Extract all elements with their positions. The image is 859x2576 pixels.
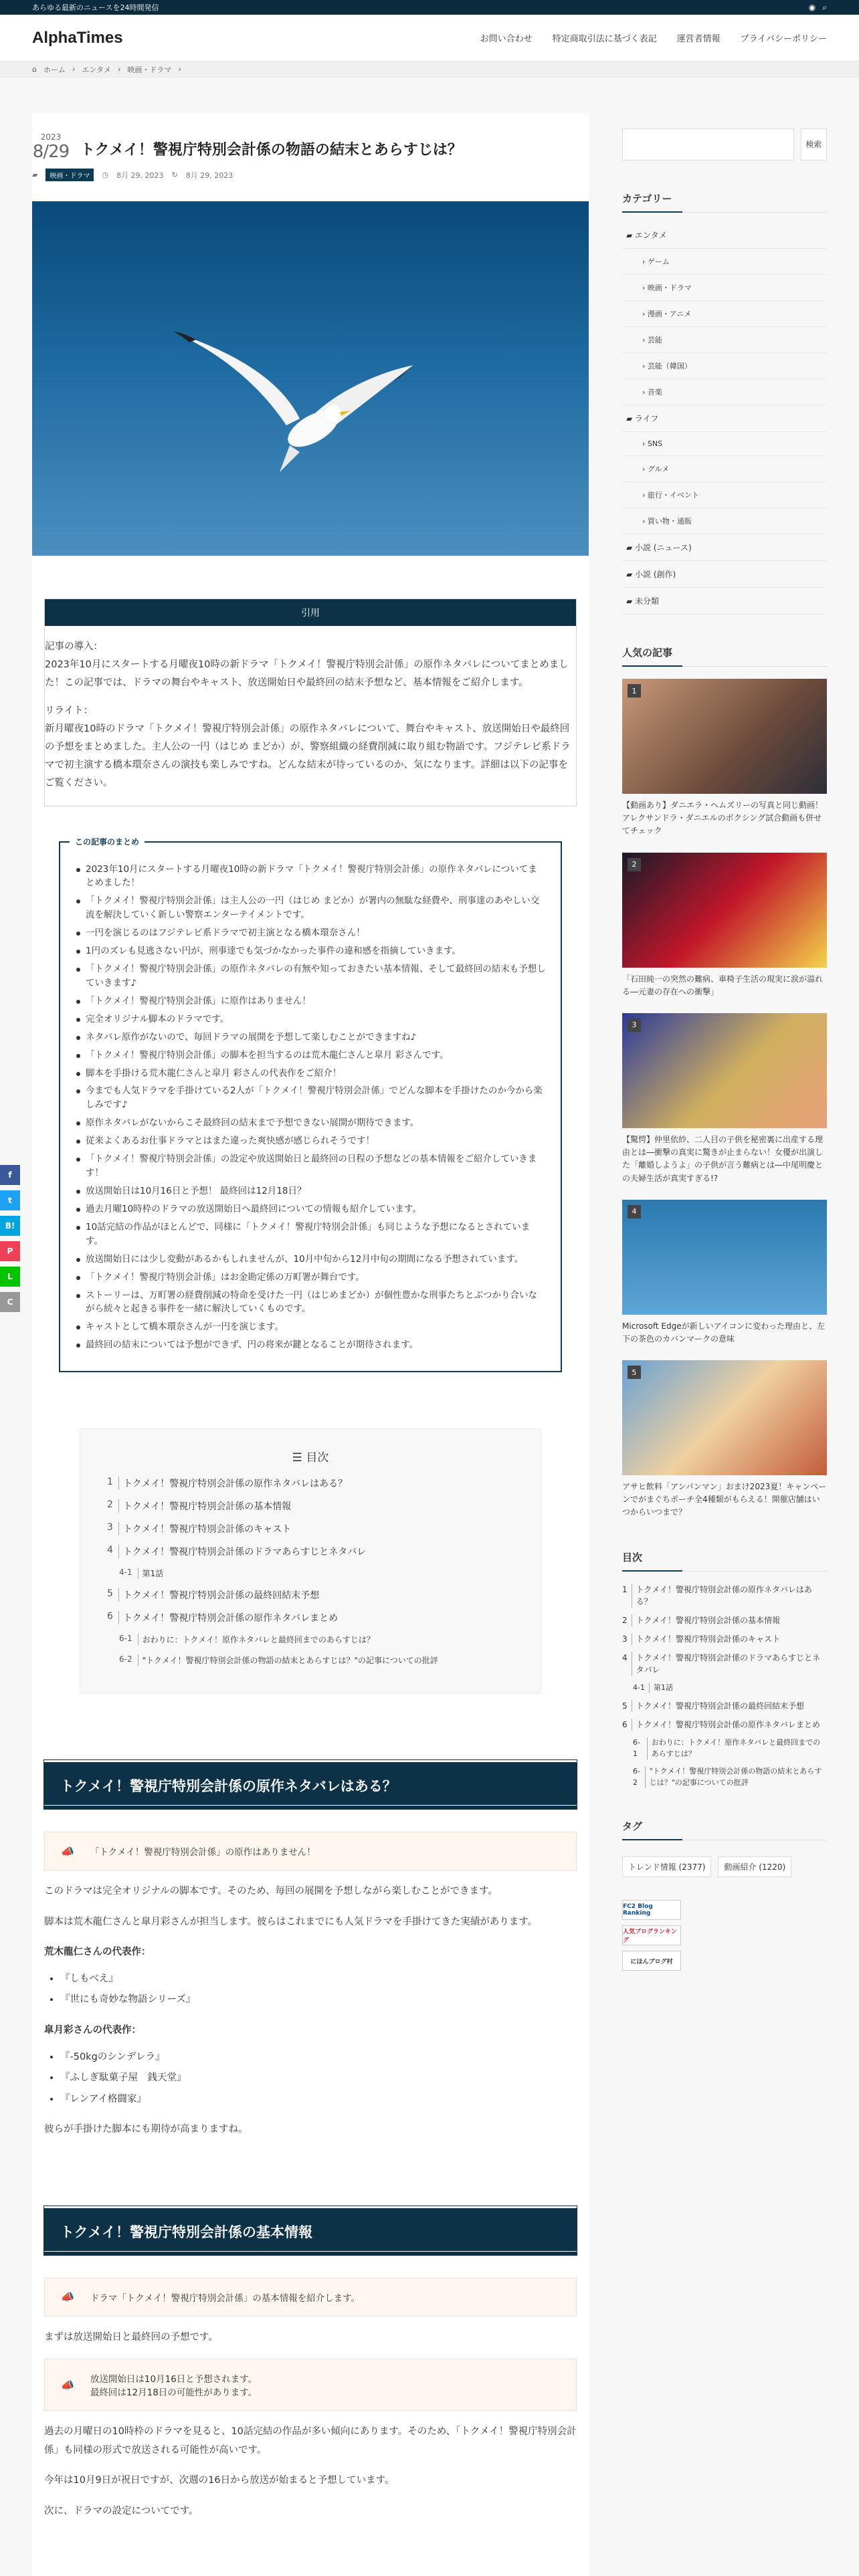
toc-text: トクメイ！警視庁特別会計係のドラマあらすじとネタバレ: [636, 1652, 821, 1675]
folder-icon: ▰: [626, 231, 636, 240]
paragraph: 脚本は荒木龍仁さんと皐月彩さんが担当します。彼らはこれまでにも人気ドラマを手掛けてきた実績があります。: [44, 1916, 538, 1927]
category-label: 未分類: [635, 597, 660, 606]
alert-text: ドラマ「トクメイ！警視庁特別会計係」の基本情報を紹介します。: [90, 2292, 361, 2304]
alert-box: [44, 1832, 577, 1870]
toc-link[interactable]: [119, 1634, 514, 1645]
search-button[interactable]: 検索: [801, 128, 827, 160]
summary-title: この記事のまとめ: [70, 836, 145, 847]
rank-badge: 4: [628, 1205, 641, 1218]
toc-text: トクメイ！警視庁特別会計係のキャスト: [636, 1634, 781, 1644]
chevron-right-icon: ›: [642, 517, 648, 526]
toc-link[interactable]: [107, 1477, 514, 1490]
category-label: 小説 (ニュース): [635, 543, 692, 552]
tag-widget-title: タグ: [622, 1819, 827, 1840]
popular-article[interactable]: [622, 1013, 827, 1185]
toc-text: トクメイ！警視庁特別会計係のキャスト: [122, 1524, 292, 1535]
paragraph: 彼らが手掛けた脚本にも期待が高まりますね。: [44, 2124, 248, 2135]
section-heading-1: トクメイ！警視庁特別会計係の原作ネタバレはある？: [44, 1760, 577, 1809]
paragraph: まずは放送開始日と最終回の予想です。: [44, 2331, 218, 2343]
toc-number: 6-1: [633, 1737, 648, 1759]
toc-link[interactable]: [107, 1588, 514, 1602]
summary-item: キャストとして橋本環奈さんが一円を演じます。: [75, 1320, 546, 1334]
breadcrumb-entame[interactable]: エンタメ: [82, 65, 111, 74]
category-link[interactable]: [622, 249, 827, 275]
popular-article-title[interactable]: 【驚愕】仲里依紗、二人目の子供を秘密裏に出産する理由とは―衝撃の真実に驚きが止まらない！女優が出演した「離婚しようよ」の子供が言う難病とは―中尾明慶との夫婦生活が真実すぎる!?: [622, 1134, 824, 1183]
main-content: [32, 114, 589, 2576]
ranking-banners: [622, 1900, 827, 1971]
category-link[interactable]: [622, 353, 827, 379]
toc-number: 6: [622, 1719, 632, 1731]
toc-number: 6: [107, 1611, 119, 1624]
summary-list: [75, 863, 546, 1353]
toc-text: トクメイ！警視庁特別会計係の原作ネタバレまとめ: [636, 1720, 820, 1730]
category-link[interactable]: [622, 222, 827, 249]
toc-number: 6-2: [119, 1654, 138, 1666]
category-link[interactable]: [622, 301, 827, 327]
summary-item: 「トクメイ！警視庁特別会計係」の設定や放送開始日と最終回の日程の予想などの基本情報をご紹介していきます！: [75, 1152, 546, 1180]
satsuki-label: 皐月彩さんの代表作：: [44, 2024, 141, 2036]
chevron-right-icon: ›: [642, 439, 648, 448]
site-logo[interactable]: AlphaTimes: [32, 28, 123, 47]
list-item: • 『ふしぎ駄菓子屋 銭天堂』: [60, 2069, 577, 2088]
toc-link[interactable]: [119, 1568, 514, 1579]
toc-number: 4: [107, 1545, 119, 1558]
popular-article-title[interactable]: 【動画あり】ダニエラ・ヘムズリーの写真と同じ動画！アレクサンドラ・ダニエルのボクシング試合動画も併せてチェック: [622, 800, 824, 836]
alert-text: 「トクメイ！警視庁特別会計係」の原作はありません！: [90, 1847, 316, 1858]
chevron-right-icon: ›: [642, 310, 648, 318]
list-item: • 『-50kgのシンデレラ』: [60, 2048, 577, 2067]
summary-item: 「トクメイ！警視庁特別会計係」はお金勘定係の万町署が舞台です。: [75, 1271, 546, 1285]
summary-item: 1円のズレも見逃さない円が、刑事達でも気づかなかった事件の違和感を指摘していきます。: [75, 944, 546, 958]
category-widget-title: カテゴリー: [622, 191, 827, 213]
article-thumbnail[interactable]: [622, 853, 827, 968]
category-link[interactable]: [622, 456, 827, 482]
list-item: • 『しもべえ』: [60, 1970, 577, 1989]
top-bar: [0, 0, 859, 15]
chevron-right-icon: ›: [642, 388, 648, 397]
toc-text: おわりに：トクメイ！原作ネタバレと最終回までのあらすじは？: [142, 1635, 375, 1645]
popular-list: [622, 679, 827, 1519]
toc-text: トクメイ！警視庁特別会計係の最終回結末予想: [636, 1701, 805, 1711]
summary-item: 「トクメイ！警視庁特別会計係」は主人公の一円（はじめ まどか）が署内の無駄な経費や、刑事達のあやしい交流を解決していく新しい警察エンターテイメントです。: [75, 894, 546, 922]
summary-item: 「トクメイ！警視庁特別会計係」の脚本を担当するのは荒木龍仁さんと皐月 彩さんです。: [75, 1049, 546, 1063]
toc-list: [107, 1477, 514, 1666]
popular-article[interactable]: [622, 853, 827, 998]
toc-text: トクメイ！警視庁特別会計係のドラマあらすじとネタバレ: [122, 1547, 367, 1558]
share-buttons: [0, 1165, 20, 1312]
megaphone-icon: 📣: [61, 1844, 74, 1858]
sidebar-toc-link[interactable]: [622, 1700, 827, 1712]
chevron-right-icon: ›: [642, 284, 648, 292]
category-link[interactable]: [622, 275, 827, 301]
summary-item: 10話完結の作品がほとんどで、同様に「トクメイ！警視庁特別会計係」も同じような予想になるとされています。: [75, 1220, 546, 1249]
category-link[interactable]: [622, 588, 827, 615]
chevron-right-icon: ›: [642, 491, 648, 500]
alert-box: [44, 2359, 577, 2411]
folder-icon: ▰: [626, 597, 636, 606]
search-icon[interactable]: ⌕: [822, 2, 827, 12]
blog-ranking-banner[interactable]: 人気ブログランキング: [622, 1925, 681, 1945]
updated-date: 8月 29, 2023: [185, 171, 233, 180]
paragraph: このドラマは完全オリジナルの脚本です。そのため、毎回の展開を予想しながら楽しむことができます。: [44, 1886, 498, 1897]
rss-icon[interactable]: ◉: [808, 2, 816, 12]
chevron-right-icon: ›: [642, 465, 648, 473]
sidebar-toc-link[interactable]: [622, 1719, 827, 1731]
folder-icon: ▰: [626, 414, 636, 423]
date-box: [32, 132, 70, 162]
toc-number: 6-1: [119, 1634, 138, 1645]
megaphone-icon: 📣: [61, 2378, 74, 2391]
blogmura-banner[interactable]: にほんブログ村: [622, 1951, 681, 1971]
category-label: 漫画・アニメ: [647, 310, 692, 318]
post-year: 2023: [40, 132, 62, 142]
toc-text: トクメイ！警視庁特別会計係の基本情報: [122, 1501, 292, 1513]
breadcrumb-drama[interactable]: 映画・ドラマ: [127, 65, 172, 74]
toc-link[interactable]: [107, 1611, 514, 1624]
summary-item: 今までも人気ドラマを手掛けている2人が「トクメイ！警視庁特別会計係」でどんな脚本を手掛けたのか今から楽しみです♪: [75, 1084, 546, 1112]
summary-item: ネタバレ原作がないので、毎回ドラマの展開を予想して楽しむことができますね♪: [75, 1031, 546, 1045]
toc-text: 第1話: [653, 1683, 673, 1692]
rank-badge: 1: [628, 684, 641, 697]
table-of-contents: [80, 1428, 541, 1693]
line-share-button[interactable]: L: [0, 1267, 20, 1287]
sidebar-toc-link[interactable]: [622, 1633, 827, 1645]
rank-badge: 3: [628, 1018, 641, 1032]
home-icon: ⌂: [32, 65, 37, 74]
article-thumbnail[interactable]: [622, 679, 827, 794]
summary-item: 脚本を手掛ける荒木龍仁さんと皐月 彩さんの代表作をご紹介！: [75, 1067, 546, 1081]
site-header: [0, 15, 859, 62]
summary-item: 放送開始日には少し変動があるかもしれませんが、10月中旬から12月中旬の期間になる予想されています。: [75, 1253, 546, 1267]
popular-article[interactable]: [622, 1200, 827, 1346]
paragraph: 次に、ドラマの設定についてです。: [44, 2505, 199, 2516]
pocket-share-button[interactable]: P: [0, 1241, 20, 1261]
sidebar-toc-link[interactable]: [633, 1766, 827, 1788]
summary-item: 放送開始日は10月16日と予想！ 最終回は12月18日？: [75, 1184, 546, 1198]
sidebar-toc-link[interactable]: [633, 1737, 827, 1759]
category-link[interactable]: [622, 405, 827, 432]
tag-cloud: [622, 1856, 827, 1877]
article-thumbnail[interactable]: [622, 1200, 827, 1315]
toc-text: トクメイ！警視庁特別会計係の最終回結末予想: [122, 1590, 320, 1602]
toc-number: 5: [622, 1700, 632, 1712]
nav-tokushoho[interactable]: 特定商取引法に基づく表記: [552, 34, 657, 44]
nav-operator[interactable]: 運営者情報: [676, 34, 721, 44]
toc-number: 5: [107, 1588, 119, 1602]
section-body-1: [44, 1883, 577, 2139]
toc-text: 第1話: [142, 1569, 164, 1579]
category-label: 芸能: [647, 336, 662, 344]
search-input[interactable]: [622, 128, 794, 160]
list-item: • 『レンアイ格闘家』: [60, 2090, 577, 2109]
site-tagline: あらゆる最新のニュースを24時間発信: [32, 3, 159, 12]
post-meta: [32, 169, 589, 181]
toc-text: "トクメイ！警視庁特別会計係の物語の結末とあらすじは？"の記事についての批評: [142, 1656, 438, 1666]
tag-link[interactable]: 動画紹介 (1220): [718, 1856, 791, 1877]
section-heading-2: トクメイ！警視庁特別会計係の基本情報: [44, 2206, 577, 2255]
folder-icon: ▰: [626, 543, 636, 552]
toc-link[interactable]: [107, 1522, 514, 1535]
chevron-right-icon: ›: [642, 362, 648, 370]
summary-item: 従来よくあるお仕事ドラマとはまた違った爽快感が感じられそうです！: [75, 1134, 546, 1148]
category-label: ライフ: [635, 414, 659, 423]
toc-link[interactable]: [119, 1654, 514, 1666]
category-label: 買い物・通販: [647, 517, 692, 526]
summary-box: [59, 837, 562, 1373]
category-label: 音楽: [647, 388, 662, 397]
article-title: トクメイ！警視庁特別会計係の物語の結末とあらすじは？: [80, 142, 462, 158]
nav-contact[interactable]: お問い合わせ: [480, 34, 533, 44]
nav-privacy[interactable]: プライバシーポリシー: [740, 34, 827, 44]
section-body-2: [44, 2329, 577, 2347]
toc-text: "トクメイ！警視庁特別会計係の物語の結末とあらすじは？"の記事についての批評: [649, 1767, 822, 1787]
summary-item: 過去月曜10時枠のドラマの放送開始日へ最終回についての情報も紹介しています。: [75, 1202, 546, 1216]
chevron-right-icon: ›: [642, 257, 648, 266]
category-label: グルメ: [647, 465, 670, 473]
sidebar-toc-link[interactable]: [622, 1614, 827, 1626]
category-link[interactable]: [622, 379, 827, 405]
toc-text: トクメイ！警視庁特別会計係の基本情報: [636, 1615, 781, 1625]
toc-number: 4-1: [633, 1683, 650, 1694]
rewrite-label: リライト：: [45, 706, 94, 717]
rank-badge: 5: [628, 1366, 641, 1379]
toc-text: トクメイ！警視庁特別会計係の原作ネタバレはある？: [636, 1584, 812, 1606]
fc2-ranking-banner[interactable]: FC2 Blog Ranking: [622, 1900, 681, 1920]
sidebar-toc-link[interactable]: [622, 1652, 827, 1676]
quote-heading: 引用: [45, 599, 576, 626]
category-link[interactable]: [622, 482, 827, 508]
toc-number: 2: [107, 1499, 119, 1513]
toc-text: おわりに：トクメイ！原作ネタバレと最終回までのあらすじは？: [651, 1738, 821, 1758]
megaphone-icon: 📣: [61, 2290, 74, 2304]
summary-item: 原作ネタバレがないからこそ最終回の結末まで予想できない展開が期待できます。: [75, 1116, 546, 1130]
sidebar-toc-list: [622, 1584, 827, 1789]
clock-icon: ◷: [102, 171, 109, 179]
toc-number: 4: [622, 1652, 632, 1676]
category-tag[interactable]: 映画・ドラマ: [45, 169, 94, 181]
summary-item: 「トクメイ！警視庁特別会計係」に原作はありません！: [75, 994, 546, 1008]
twitter-share-button[interactable]: t: [0, 1190, 20, 1210]
alert-box: [44, 2278, 577, 2317]
category-link[interactable]: [622, 327, 827, 353]
published-date: 8月 29, 2023: [116, 171, 164, 180]
category-link[interactable]: [622, 432, 827, 456]
toc-text: トクメイ！警視庁特別会計係の原作ネタバレまとめ: [122, 1613, 339, 1624]
quote-box: [44, 599, 577, 807]
folder-icon: ▰: [32, 171, 38, 179]
facebook-share-button[interactable]: f: [0, 1165, 20, 1185]
list-icon: ☰: [292, 1451, 306, 1465]
summary-item: 2023年10月にスタートする月曜夜10時の新ドラマ「トクメイ！警視庁特別会計係」の原作ネタバレについてまとめました！: [75, 863, 546, 891]
summary-item: 「トクメイ！警視庁特別会計係」の原作ネタバレの有無や知っておきたい基本情報、そして最終回の結末も予想していきます♪: [75, 962, 546, 990]
post-monthday: 8/29: [32, 142, 70, 162]
alert-text: 放送開始日は10月16日と予想されます。: [90, 2374, 258, 2385]
copy-share-button[interactable]: C: [0, 1292, 20, 1312]
intro-text: 2023年10月にスタートする月曜夜10時の新ドラマ「トクメイ！警視庁特別会計係」の原作ネタバレについてまとめました！この記事では、ドラマの舞台やキャスト、放送開始日や最終回の結末予想など、基本情報をご紹介します。: [45, 659, 569, 688]
category-label: 芸能（韓国）: [647, 362, 692, 370]
category-label: ゲーム: [647, 257, 670, 266]
toc-title: 目次: [306, 1451, 329, 1465]
update-icon: ↻: [171, 171, 178, 179]
breadcrumb-home[interactable]: ホーム: [43, 65, 66, 74]
category-label: 旅行・イベント: [647, 491, 699, 500]
sidebar-toc-link[interactable]: [622, 1584, 827, 1608]
article-thumbnail[interactable]: [622, 1360, 827, 1475]
category-label: 映画・ドラマ: [647, 284, 692, 292]
intro-label: 記事の導入：: [45, 641, 103, 652]
rank-badge: 2: [628, 858, 641, 871]
category-label: SNS: [647, 439, 663, 448]
toc-link[interactable]: [107, 1545, 514, 1558]
popular-article[interactable]: [622, 1360, 827, 1519]
popular-article-title[interactable]: 「石田純一の突然の難病、車椅子生活の現実に涙が溢れる―元妻の存在への衝撃」: [622, 974, 824, 996]
global-nav: [480, 31, 827, 44]
sidebar-toc-title: 目次: [622, 1550, 827, 1572]
tag-link[interactable]: トレンド情報 (2377): [622, 1856, 711, 1877]
alert-text: 最終回は12月18日の可能性があります。: [90, 2387, 258, 2399]
rewrite-text: 新月曜夜10時のドラマ「トクメイ！警視庁特別会計係」の原作ネタバレについて、舞台やキャスト、放送開始日や最終回の予想をまとめました。主人公の一円（はじめ まどか）が、警察組織の経費削減に取り組む物語です。フジテレビ系ドラマで初主演する橋本環奈さんの演技も楽しみですね。どんな結末が待っているのか、気になります。詳細は以下の記事をご覧ください。: [45, 724, 571, 788]
popular-widget-title: 人気の記事: [622, 645, 827, 667]
summary-item: 完全オリジナル脚本のドラマです。: [75, 1012, 546, 1027]
category-link[interactable]: [622, 508, 827, 534]
toc-link[interactable]: [107, 1499, 514, 1513]
chevron-right-icon: ›: [642, 336, 648, 344]
toc-number: 2: [622, 1614, 632, 1626]
article-thumbnail[interactable]: [622, 1013, 827, 1128]
summary-item: 一円を演じるのはフジテレビ系ドラマで初主演となる橋本環奈さん！: [75, 926, 546, 940]
toc-number: 4-1: [119, 1568, 138, 1579]
list-item: • 『世にも奇妙な物語シリーズ』: [60, 1991, 577, 2010]
toc-number: 6-2: [633, 1766, 646, 1788]
sidebar-toc-link[interactable]: [633, 1683, 827, 1694]
category-link[interactable]: [622, 561, 827, 588]
category-list: [622, 222, 827, 615]
breadcrumb: ⌂ ホーム › エンタメ › 映画・ドラマ ›: [0, 62, 859, 78]
hero-image-seagull: [32, 201, 589, 556]
toc-number: 3: [622, 1633, 632, 1645]
popular-article-title[interactable]: アサヒ飲料「アンパンマン」おまけ2023夏！キャンペーンでがまぐちポーチ全4種類がもらえる！開催店舗はいつからいつまで？: [622, 1482, 827, 1517]
toc-number: 1: [107, 1477, 119, 1490]
toc-number: 3: [107, 1522, 119, 1535]
paragraph: 今年は10月9日が祝日ですが、次週の16日から放送が始まると予想しています。: [44, 2475, 395, 2486]
search-form: [622, 128, 827, 160]
section-body-2b: [44, 2423, 577, 2520]
popular-article-title[interactable]: Microsoft Edgeが新しいアイコンに変わった理由と、左下の茶色のカバンマークの意味: [622, 1321, 825, 1344]
hatena-share-button[interactable]: B!: [0, 1216, 20, 1236]
paragraph: 過去の月曜日の10時枠のドラマを見ると、10話完結の作品が多い傾向にあります。そのため、「トクメイ！警視庁特別会計係」も同様の形式で放送される可能性が高いです。: [44, 2426, 577, 2456]
toc-number: 1: [622, 1584, 632, 1608]
popular-article[interactable]: [622, 679, 827, 838]
category-link[interactable]: [622, 534, 827, 561]
summary-item: ストーリーは、万町署の経費削減の特命を受けた一円（はじめまどか）が個性豊かな刑事たちとぶつかり合いながら続々と起きる事件を一緒に解決していくものです。: [75, 1289, 546, 1317]
category-label: 小説 (創作): [635, 570, 676, 579]
toc-text: トクメイ！警視庁特別会計係の原作ネタバレはある？: [122, 1479, 348, 1490]
category-label: エンタメ: [635, 231, 667, 240]
araki-label: 荒木龍仁さんの代表作：: [44, 1947, 151, 1958]
sidebar: [622, 128, 827, 1971]
folder-icon: ▰: [626, 570, 636, 579]
summary-item: 最終回の結末については予想ができず、円の将来が鍵となることが期待されます。: [75, 1338, 546, 1352]
